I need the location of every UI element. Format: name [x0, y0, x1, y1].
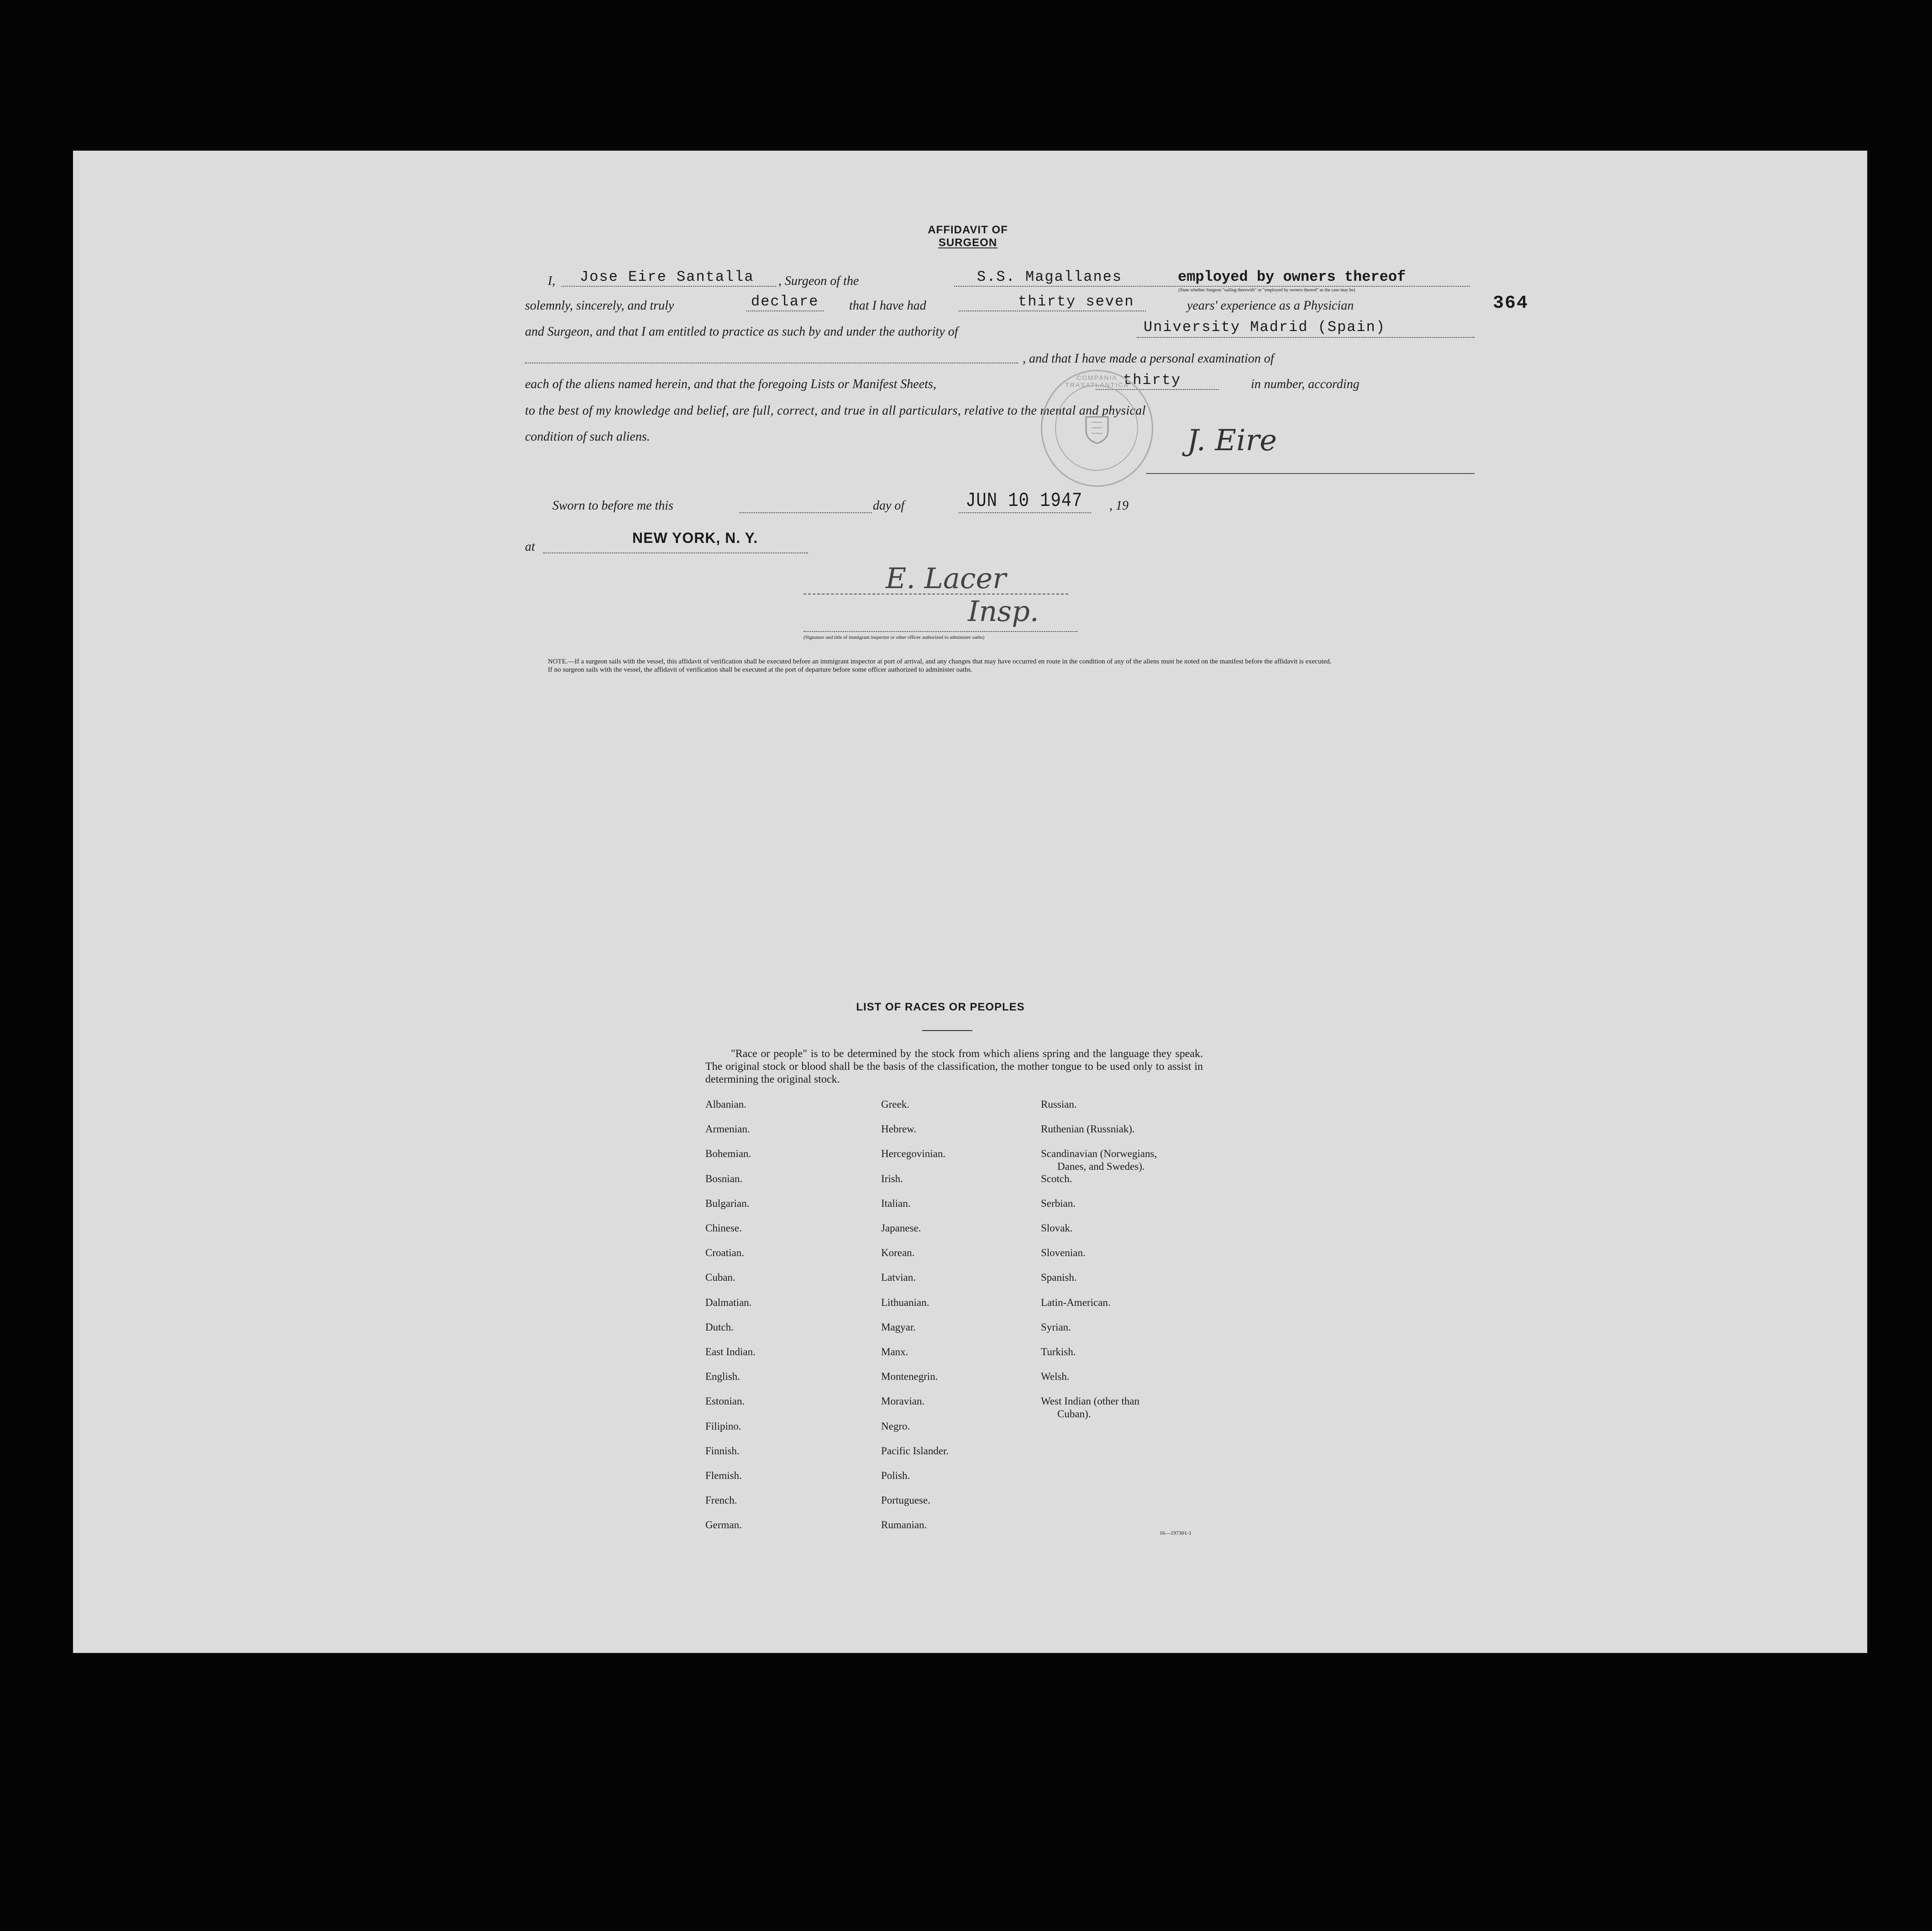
race-entry: Magyar. [881, 1321, 916, 1333]
blank-line [746, 310, 824, 311]
blank-line [740, 512, 872, 513]
race-entry: Chinese. [705, 1222, 742, 1234]
race-entry: Russian. [1041, 1099, 1077, 1110]
affidavit-title: AFFIDAVIT OF SURGEON [928, 224, 1008, 249]
stamp-emblem-icon [1082, 412, 1112, 444]
race-entry: Portuguese. [881, 1494, 930, 1506]
blank-line [543, 552, 808, 553]
note-paragraph-1: NOTE.—If a surgeon sails with the vessel, this affidavit of verification shall be executed before an immigrant inspector at port of arrival, and any changes that may have occurred en route in the condition of any of the aliens must be noted on the manifest before the affidavit is executed. [548, 658, 1332, 665]
experience-label: years' experience as a Physician [1187, 299, 1354, 313]
surgeon-name: Jose Eire Santalla [580, 268, 754, 285]
employment-status: employed by owners thereof [1178, 268, 1406, 285]
sworn-place: NEW YORK, N. Y. [632, 530, 758, 546]
race-entry: Japanese. [881, 1222, 921, 1234]
race-entry: Bohemian. [705, 1148, 751, 1160]
ship-name: S.S. Magallanes [977, 268, 1123, 285]
race-entry: Armenian. [705, 1123, 750, 1135]
title-rule [938, 247, 997, 248]
race-entry: Hebrew. [881, 1123, 917, 1135]
sworn-date: JUN 10 1947 [966, 489, 1083, 512]
blank-line [959, 310, 1146, 311]
authority-name: University Madrid (Spain) [1144, 319, 1386, 336]
stamp-text: COMPANIA TRASATLANTICA [1065, 374, 1129, 389]
race-entry: Dalmatian. [705, 1296, 752, 1308]
signature-line [1146, 473, 1475, 474]
in-number-text: in number, according [1251, 377, 1360, 391]
race-entry: Syrian. [1041, 1321, 1071, 1333]
day-of-label: day of [873, 499, 905, 513]
race-entry: Hercegovinian. [881, 1148, 946, 1160]
race-entry: Italian. [881, 1197, 911, 1209]
authority-prefix: and Surgeon, and that I am entitled to practice as such by and under the authority of [525, 325, 958, 339]
race-entry: Irish. [881, 1173, 903, 1184]
race-entry: Cuban). [1057, 1408, 1091, 1420]
race-entry: Latvian. [881, 1272, 916, 1284]
race-entry: Danes, and Swedes). [1057, 1161, 1145, 1173]
blank-line [803, 631, 1077, 632]
race-entry: Serbian. [1041, 1197, 1076, 1209]
race-entry: Ruthenian (Russniak). [1041, 1123, 1135, 1135]
race-entry: Bosnian. [705, 1173, 743, 1184]
years-experience: thirty seven [1018, 293, 1134, 310]
sworn-prefix: Sworn to before me this [552, 499, 673, 513]
race-entry: Pacific Islander. [881, 1445, 949, 1457]
race-entry: Flemish. [705, 1470, 742, 1481]
race-entry: Slovenian. [1041, 1247, 1086, 1259]
race-entry: Slovak. [1041, 1222, 1073, 1234]
sheet-count: thirty [1123, 372, 1181, 389]
note-paragraph-2: If no surgeon sails with the vessel, the affidavit of verification shall be executed at the port of departure before some officer authorized to administer oaths. [548, 666, 973, 673]
race-entry: Moravian. [881, 1395, 925, 1407]
race-entry: Latin-American. [1041, 1296, 1111, 1308]
title-rule [922, 1030, 972, 1031]
affidavit-note [530, 658, 1479, 674]
year-suffix: , 19 [1109, 499, 1129, 513]
examination-text: , and that I have made a personal examination of [1023, 352, 1274, 366]
race-entry: English. [705, 1371, 740, 1383]
declaration-word: declare [751, 293, 819, 310]
have-had-label: that I have had [849, 299, 926, 313]
surgeon-of-label: , Surgeon of the [778, 274, 859, 288]
declare-prefix: solemnly, sincerely, and truly [525, 299, 674, 313]
race-entry: Greek. [881, 1099, 909, 1110]
race-entry: Dutch. [705, 1321, 734, 1333]
race-entry: Cuban. [705, 1272, 735, 1284]
signature-caption: (Signature and title of immigrant inspector or other officer authorized to administer oaths) [803, 635, 985, 640]
at-label: at [525, 540, 535, 554]
manifest-sheets-text: each of the aliens named herein, and that the foregoing Lists or Manifest Sheets, [525, 377, 936, 391]
race-entry: Bulgarian. [705, 1197, 750, 1209]
race-entry: Spanish. [1041, 1272, 1077, 1284]
race-entry: Scandinavian (Norwegians, [1041, 1148, 1157, 1160]
race-entry: Finnish. [705, 1445, 740, 1457]
company-stamp [1041, 370, 1153, 487]
blank-line [1137, 337, 1475, 338]
race-entry: West Indian (other than [1041, 1395, 1139, 1407]
races-intro: "Race or people" is to be determined by the stock from which aliens spring and the language they speak. The original stock or blood shall be the basis of the classification, the mother tongue to be used only to assist in determining the original stock. [705, 1048, 1203, 1085]
inspector-signature: E. Lacer [886, 562, 1006, 595]
race-entry: Negro. [881, 1420, 910, 1432]
race-entry: German. [705, 1519, 742, 1531]
race-entry: Scotch. [1041, 1173, 1072, 1184]
race-entry: Welsh. [1041, 1371, 1070, 1383]
race-entry: French. [705, 1494, 737, 1506]
race-entry: Croatian. [705, 1247, 744, 1259]
race-entry: Rumanian. [881, 1519, 927, 1531]
knowledge-text: to the best of my knowledge and belief, are full, correct, and true in all particulars, relative to the mental and physical [525, 404, 1146, 418]
race-entry: Lithuanian. [881, 1296, 929, 1308]
race-entry: Montenegrin. [881, 1371, 938, 1383]
blank-line [562, 286, 776, 287]
race-entry: East Indian. [705, 1346, 756, 1357]
races-title: LIST OF RACES OR PEOPLES [856, 1001, 1025, 1013]
document-sheet: 364 AFFIDAVIT OF SURGEON I, Jose Eire Santalla , Surgeon of the S.S. Magallanes employed by owners thereof (State whether Surgeon "sailing therewith" or "employed by owners thereof" as the case may be) solemnly, sincerely, and truly declare that I have had thirty seven years' experience as a Physician and Surgeon, and that I am entitled to practice as such by and under the authority of University Madrid (Spain) , and that I have made a personal examination of each of the aliens named herein, and that the foregoing Lists or Manifest Sheets, thirty in number, according to the best of my knowledge and belief, are full, correct, and true in all particulars, relative to the mental and physical condition of such aliens. COMPANIA TRASATLANTICA J. Eire Sworn to before me this day of JUN 10 1947 , 19 at NEW YORK, N. Y. E. Lacer Insp. (Signature and title of immigrant inspector or other officer authorized to administer oaths) NOTE.—If a surgeon sails with the vessel, this affidavit of verification shall be executed before an immigrant inspector at port of arrival, and any changes that may have occurred en route in the condition of any of the aliens must be noted on the manifest before the affidavit is executed. If no surgeon sails with the vessel, the affidavit of verification shall be executed at the port of departure before some officer authorized to administer oaths. LIST OF RACES OR PEOPLES "Race or people" is to be determined by the stock from which aliens spring and the language they speak. The original stock or blood shall be the basis of the classification, the mother tongue to be used only to assist in determining the original stock. 16—197301-1 Albanian. Armenian. Bohemian. Bosnian. Bulgarian. Chinese. Croatian. Cuban. Dalmatian. Dutch. East Indian. English. Estonian. Filipino. Finnish. Flemish. French. German. Greek. Hebrew. Hercegovinian. Irish. Italian. Japanese. Korean. Latvian. Lithuanian. Magyar. Manx. Montenegrin. Moravian. Negro. Pacific Islander. Polish. Portuguese. Rumanian. Russian. Ruthenian (Russniak). Scandinavian (Norwegians, Danes, and Swedes). Scotch. Serbian. Slovak. Slovenian. Spanish. Latin-American. Syrian. Turkish. Welsh. West Indian (other than Cuban). [73, 151, 1867, 1653]
race-entry: Turkish. [1041, 1346, 1076, 1357]
form-number: 16—197301-1 [1160, 1530, 1192, 1536]
inspector-title: Insp. [968, 595, 1039, 628]
surgeon-signature: J. Eire [1187, 424, 1277, 458]
blank-line [954, 286, 1470, 287]
condition-text: condition of such aliens. [525, 430, 650, 444]
race-entry: Estonian. [705, 1395, 745, 1407]
race-entry: Filipino. [705, 1420, 741, 1432]
employment-note: (State whether Surgeon "sailing therewith" or "employed by owners thereof" as the case may be) [1178, 288, 1355, 293]
race-entry: Albanian. [705, 1099, 747, 1110]
page-number: 364 [1493, 293, 1529, 314]
race-entry: Korean. [881, 1247, 915, 1259]
blank-line [959, 512, 1091, 513]
race-entry: Polish. [881, 1470, 910, 1481]
race-entry: Manx. [881, 1346, 908, 1357]
